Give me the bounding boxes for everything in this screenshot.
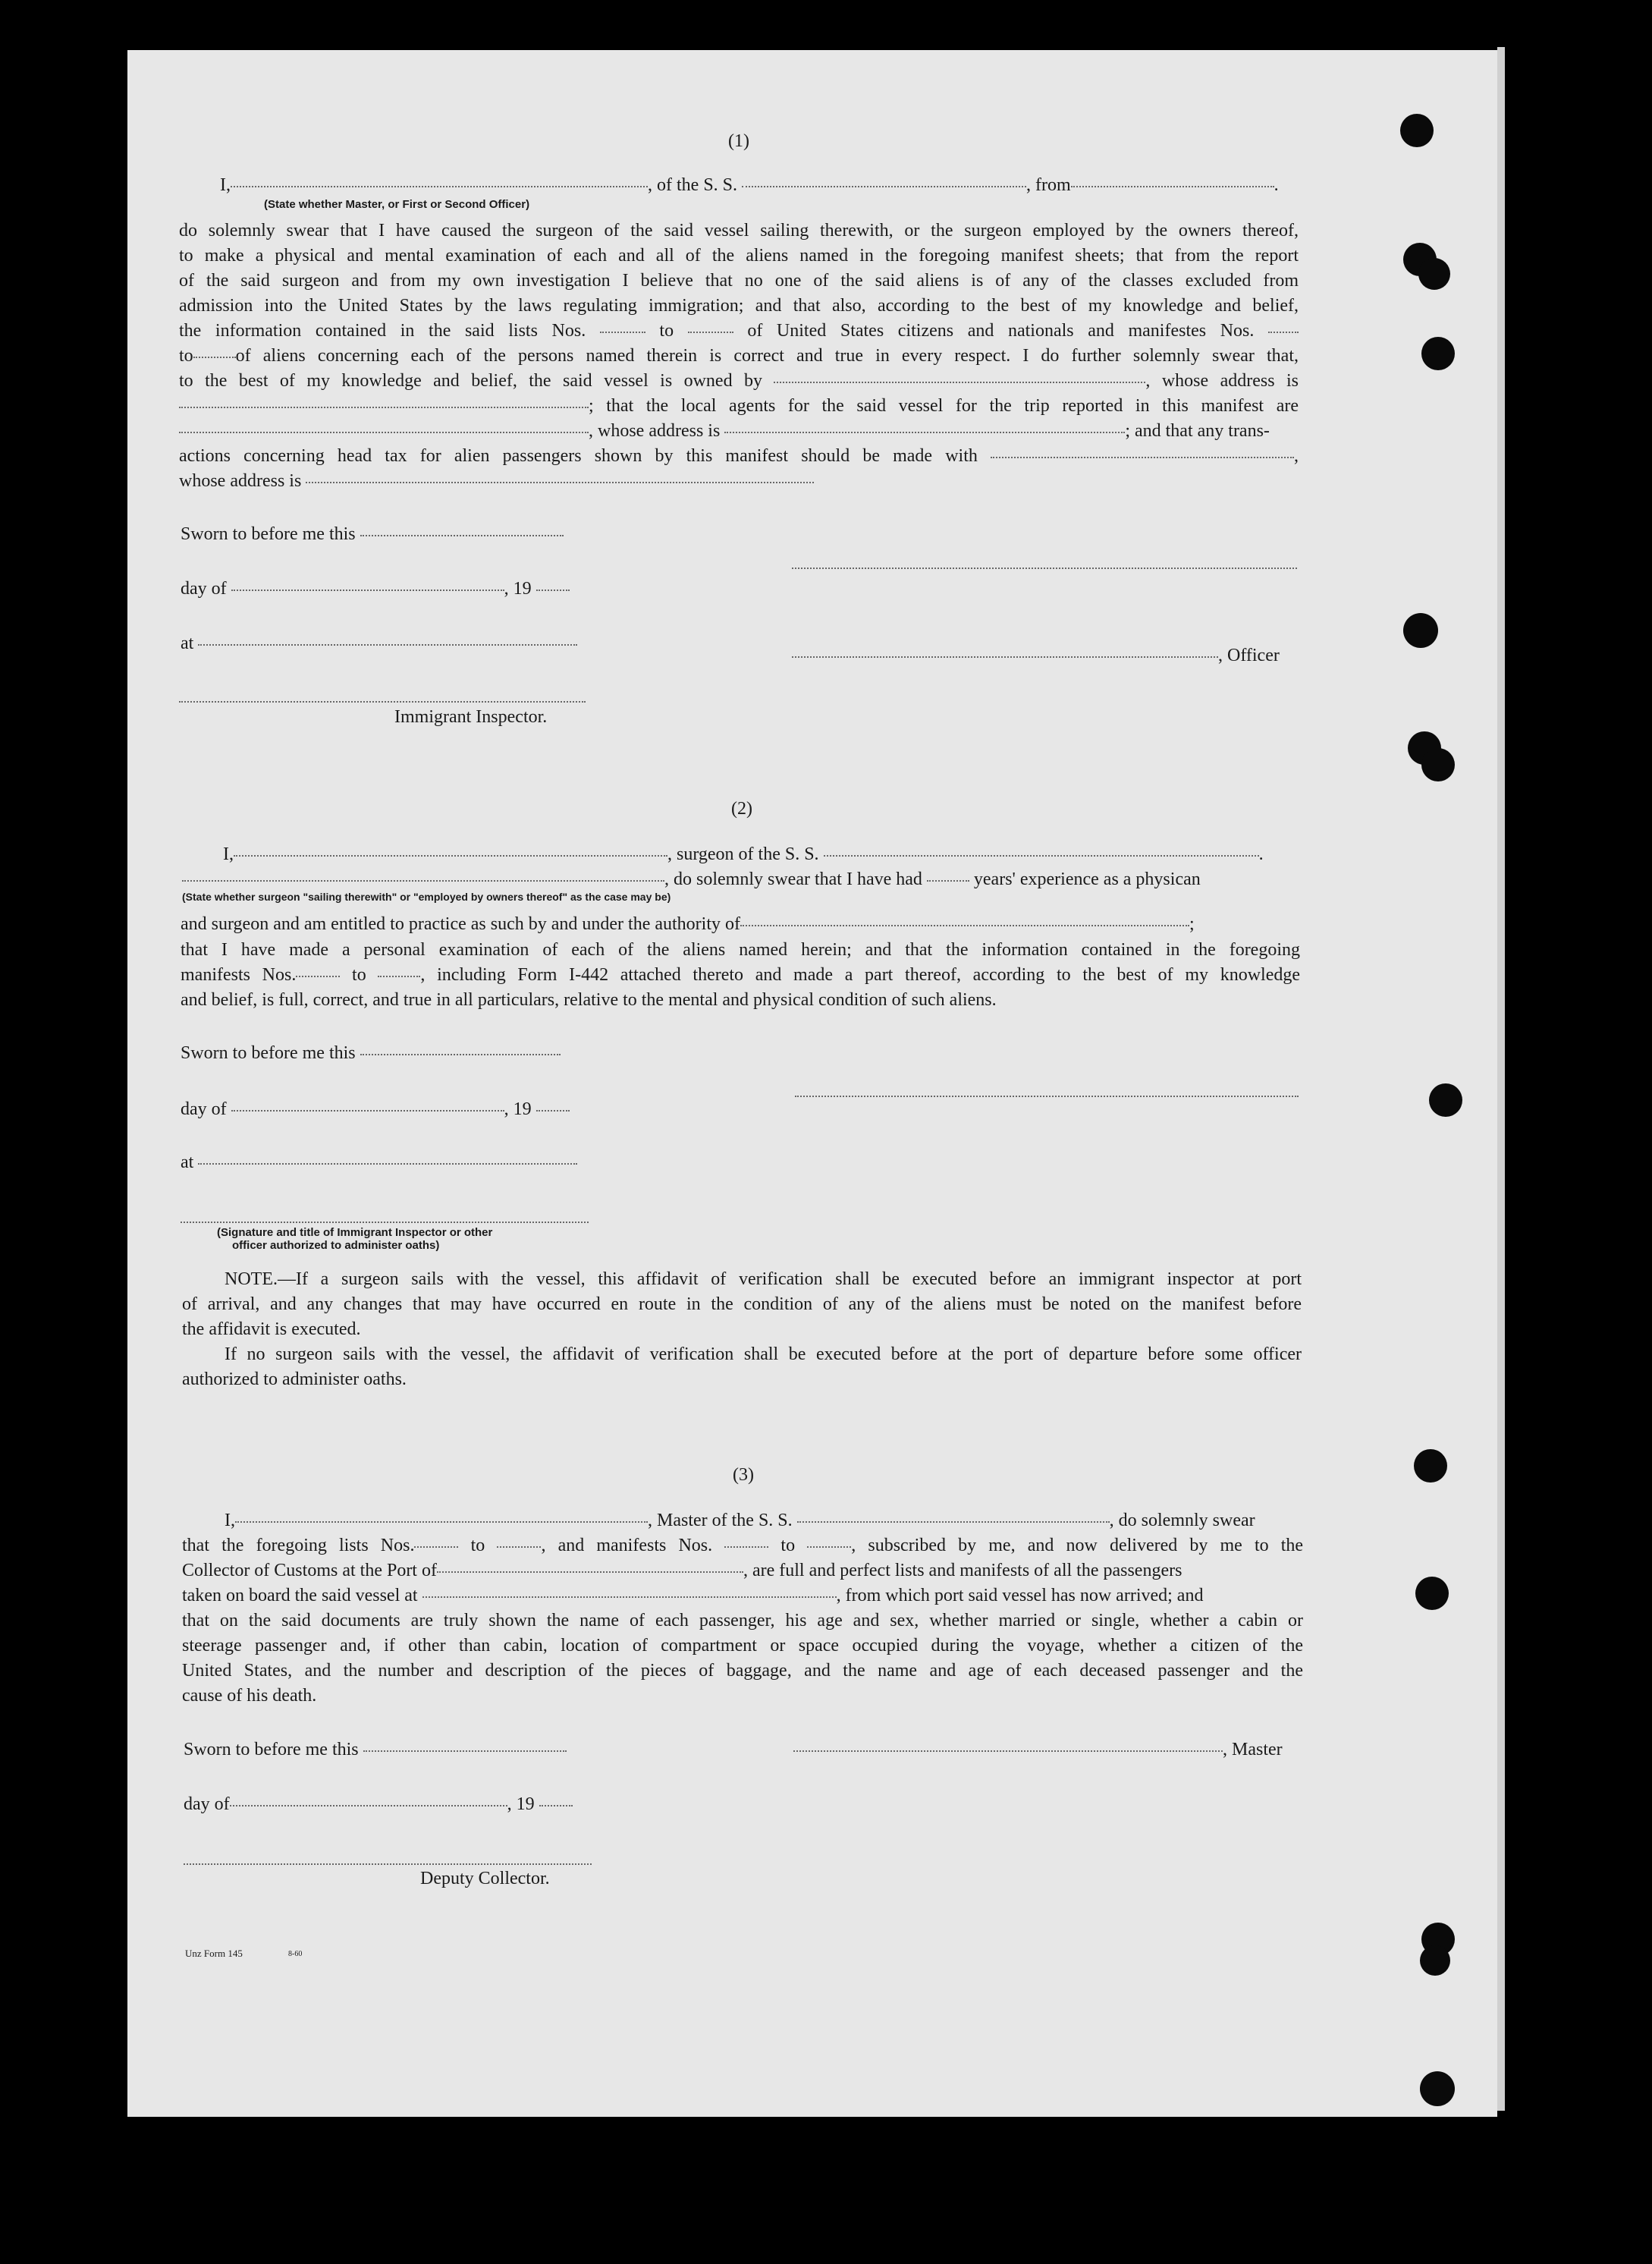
- blank-field[interactable]: [600, 330, 645, 333]
- signature-line[interactable]: [795, 1096, 1299, 1097]
- signature-note: officer authorized to administer oaths): [232, 1239, 440, 1252]
- punch-hole: [1414, 1449, 1447, 1483]
- sworn-line: Sworn to before me this: [181, 522, 564, 547]
- note-line: of arrival, and any changes that may have occurred en route in the condition of any of the aliens must be noted on the manifest before: [182, 1294, 1302, 1314]
- blank-field[interactable]: [688, 330, 733, 333]
- officer-line: , Officer: [792, 643, 1280, 668]
- paragraph-line: that on the said documents are truly shown the name of each passenger, his age and sex, whether married or single, whether a cabin or: [182, 1611, 1303, 1630]
- paragraph-line: steerage passenger and, if other than cabin, location of compartment or space occupied during the voyage, whether a citizen of the: [182, 1636, 1303, 1656]
- sworn-line: Sworn to before me this: [184, 1737, 567, 1762]
- section-number: (2): [731, 799, 752, 819]
- blank-field[interactable]: [296, 974, 340, 977]
- paragraph-line: the information contained in the said lists Nos. to of United States citizens and nationals and manifestes Nos.: [179, 319, 1299, 344]
- signature-line[interactable]: [181, 1222, 589, 1223]
- blank-field[interactable]: [198, 1162, 577, 1165]
- form-id: Unz Form 145: [185, 1948, 243, 1959]
- section-number: (1): [728, 131, 749, 151]
- blank-field[interactable]: [231, 588, 504, 591]
- oath-line: I, , of the S. S. , from .: [220, 175, 1279, 195]
- paragraph-line: that I have made a personal examination of each of the aliens named herein; and that the information contained in the foregoing: [181, 940, 1300, 960]
- punch-hole: [1400, 114, 1434, 147]
- blank-field[interactable]: [231, 1108, 504, 1112]
- paragraph-line: United States, and the number and description of the pieces of baggage, and the name and age of each deceased passenger and the: [182, 1661, 1303, 1681]
- paragraph-line: taken on board the said vessel at , from which port said vessel has now arrived; and: [182, 1586, 1204, 1605]
- blank-field[interactable]: [927, 879, 969, 882]
- punch-hole: [1418, 258, 1450, 290]
- signature-line[interactable]: [792, 655, 1218, 658]
- blank-field[interactable]: [360, 533, 564, 536]
- blank-field[interactable]: [724, 1545, 768, 1548]
- blank-field[interactable]: [179, 430, 589, 433]
- blank-field[interactable]: [234, 854, 667, 857]
- paragraph-line: actions concerning head tax for alien passengers shown by this manifest should be made with ,: [179, 446, 1299, 466]
- section-number: (3): [733, 1465, 754, 1485]
- paragraph-line: and belief, is full, correct, and true in all particulars, relative to the mental and physical condition of such aliens.: [181, 990, 997, 1010]
- paragraph-line: admission into the United States by the laws regulating immigration; and that also, according to the best of my knowledge and belief,: [179, 296, 1299, 316]
- oath-line: I, , Master of the S. S. , do solemnly swear: [225, 1511, 1255, 1530]
- paragraph-line: manifests Nos. to , including Form I-442 attached thereto and made a part thereof, according to the best of my knowledge: [181, 965, 1301, 985]
- punch-hole: [1420, 1945, 1450, 1976]
- place-line: at: [181, 1150, 577, 1175]
- paragraph-line: do solemnly swear that I have caused the surgeon of the said vessel sailing therewith, or the surgeon employed by the owners thereof,: [179, 221, 1299, 241]
- paragraph-line: to of aliens concerning each of the persons named therein is correct and true in every respect. I do further solemnly swear that,: [179, 346, 1299, 366]
- blank-field[interactable]: [422, 1595, 837, 1598]
- master-line: , Master: [793, 1737, 1283, 1762]
- blank-field[interactable]: [230, 1803, 507, 1806]
- blank-field[interactable]: [437, 1570, 743, 1573]
- blank-field[interactable]: [497, 1545, 541, 1548]
- blank-field[interactable]: [235, 1520, 648, 1523]
- blank-field[interactable]: [991, 455, 1294, 458]
- punch-hole: [1403, 613, 1438, 648]
- punch-hole: [1421, 337, 1455, 370]
- blank-field[interactable]: [536, 588, 570, 591]
- blank-field[interactable]: [539, 1803, 573, 1806]
- blank-field[interactable]: [231, 184, 648, 187]
- collector-title: Deputy Collector.: [420, 1869, 550, 1888]
- note-line: NOTE.—If a surgeon sails with the vessel, this affidavit of verification shall be executed before an immigrant inspector at port: [225, 1269, 1302, 1289]
- inspector-title: Immigrant Inspector.: [394, 707, 548, 727]
- note-line: If no surgeon sails with the vessel, the affidavit of verification shall be executed before at the port of departure before some officer: [225, 1344, 1302, 1364]
- signature-line[interactable]: [179, 701, 586, 703]
- sworn-line: Sworn to before me this: [181, 1041, 561, 1066]
- blank-field[interactable]: [193, 355, 236, 358]
- field-note: (State whether surgeon "sailing therewith" or "employed by owners thereof" as the case may be): [182, 891, 671, 903]
- blank-field[interactable]: [198, 643, 577, 646]
- form-code: 8-60: [288, 1950, 303, 1958]
- signature-note: (Signature and title of Immigrant Inspector or other: [217, 1226, 493, 1239]
- paragraph-line: to make a physical and mental examination of each and all of the aliens named in the foregoing manifest sheets; that from the report: [179, 246, 1299, 266]
- blank-field[interactable]: [824, 854, 1259, 857]
- punch-hole: [1415, 1577, 1449, 1610]
- paragraph-line: cause of his death.: [182, 1686, 317, 1706]
- blank-field[interactable]: [807, 1545, 851, 1548]
- blank-field[interactable]: [536, 1108, 570, 1112]
- blank-field[interactable]: [742, 184, 1026, 187]
- blank-field[interactable]: [378, 974, 420, 977]
- blank-field[interactable]: [1071, 184, 1274, 187]
- blank-field[interactable]: [414, 1545, 458, 1548]
- blank-field[interactable]: [774, 380, 1145, 383]
- paragraph-line: to the best of my knowledge and belief, the said vessel is owned by , whose address is: [179, 371, 1299, 391]
- punch-hole: [1429, 1083, 1462, 1117]
- blank-field[interactable]: [179, 405, 589, 408]
- oath-line: I, , surgeon of the S. S. .: [223, 844, 1264, 864]
- blank-field[interactable]: [363, 1749, 567, 1752]
- note-line: authorized to administer oaths.: [182, 1369, 407, 1389]
- paragraph-line: Collector of Customs at the Port of , are full and perfect lists and manifests of all the passengers: [182, 1561, 1182, 1580]
- date-line: day of , 19: [184, 1792, 573, 1817]
- blank-field[interactable]: [1268, 330, 1299, 333]
- paragraph-line: , whose address is ; and that any trans-: [179, 419, 1299, 444]
- paragraph-line: ; that the local agents for the said vessel for the trip reported in this manifest are: [179, 394, 1299, 419]
- punch-hole: [1420, 2071, 1455, 2106]
- note-line: the affidavit is executed.: [182, 1319, 361, 1339]
- signature-line[interactable]: [793, 1749, 1223, 1752]
- signature-line[interactable]: [792, 568, 1297, 569]
- date-line: day of , 19: [181, 1097, 570, 1122]
- punch-hole: [1421, 748, 1455, 781]
- field-note: (State whether Master, or First or Second Officer): [264, 198, 530, 211]
- blank-field[interactable]: [797, 1520, 1110, 1523]
- paragraph-line: whose address is: [179, 469, 814, 494]
- blank-field[interactable]: [740, 923, 1189, 926]
- date-line: day of , 19: [181, 577, 570, 602]
- paragraph-line: and surgeon and am entitled to practice as such by and under the authority of ;: [181, 914, 1195, 934]
- signature-line[interactable]: [184, 1863, 592, 1865]
- paragraph-line: that the foregoing lists Nos. to , and manifests Nos. to , subscribed by me, and now delivered by me to the: [182, 1536, 1304, 1555]
- paragraph-line: of the said surgeon and from my own investigation I believe that no one of the said aliens is of any of the classes excluded from: [179, 271, 1299, 291]
- place-line: at: [181, 631, 577, 656]
- blank-field[interactable]: [724, 430, 1125, 433]
- blank-field[interactable]: [360, 1052, 561, 1055]
- blank-field[interactable]: [182, 879, 664, 882]
- sheet-edge: [1497, 47, 1505, 2111]
- blank-field[interactable]: [306, 480, 814, 483]
- oath-line: , do solemnly swear that I have had years' experience as a physican: [182, 867, 1201, 892]
